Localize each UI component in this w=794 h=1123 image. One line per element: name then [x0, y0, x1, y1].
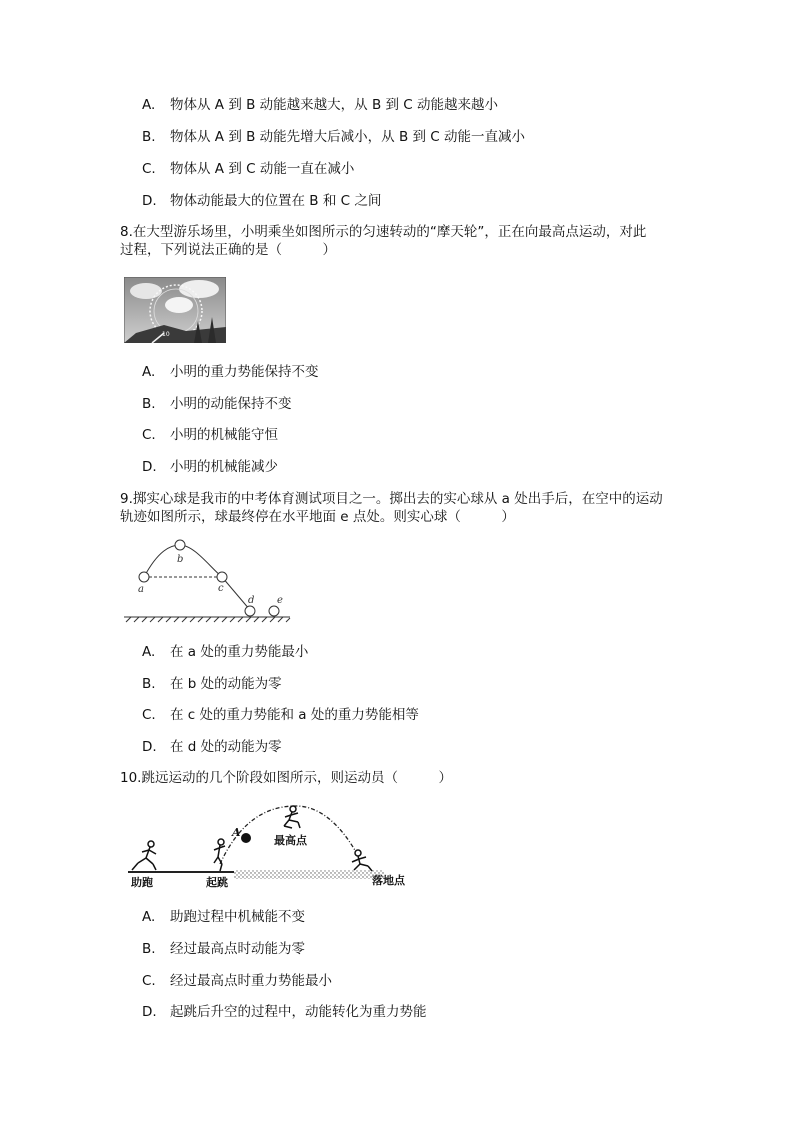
landing-figure: [352, 850, 372, 871]
q9-option-b: [142, 675, 282, 693]
label-land: 落地点: [372, 874, 405, 887]
long-jump-diagram: [126, 800, 416, 892]
q9-stem-line1: 9.掷实心球是我市的中考体育测试项目之一。掷出去的实心球从 a 处出手后，在空中的运动: [120, 491, 663, 507]
option-label: B.: [142, 396, 156, 412]
option-label: C.: [142, 161, 156, 177]
runner-figure: [132, 841, 156, 870]
ball-d: [245, 606, 255, 616]
option-label: D.: [142, 739, 157, 755]
option-text: 经过最高点时重力势能最小: [170, 973, 332, 989]
ball-a: [139, 572, 149, 582]
option-label: C.: [142, 973, 156, 989]
ball-c: [217, 572, 227, 582]
q9-option-a: [142, 643, 308, 661]
q9-stem-line2: 轨迹如图所示，球最终停在水平地面 e 点处。则实心球（ ）: [120, 509, 515, 525]
q9-option-d: [142, 738, 282, 756]
q7-option-a: [142, 96, 498, 114]
q8-option-a: [142, 363, 319, 381]
q10-option-a: [142, 908, 305, 926]
q10-stem: 10.跳远运动的几个阶段如图所示，则运动员（ ）: [120, 770, 452, 786]
label-a: A: [232, 826, 241, 839]
label-jump: 起跳: [206, 876, 228, 889]
label-peak: 最高点: [274, 834, 307, 847]
label-d: d: [248, 595, 255, 606]
option-label: B.: [142, 676, 156, 692]
q8-option-d: [142, 458, 278, 476]
shot-put-trajectory-diagram: [122, 537, 292, 625]
option-text: 小明的动能保持不变: [170, 396, 292, 412]
option-label: A.: [142, 644, 156, 660]
ferris-wheel-number: 10: [162, 331, 170, 338]
q9-option-c: [142, 706, 419, 724]
option-label: D.: [142, 459, 157, 475]
option-text: 物体从 A 到 B 动能先增大后减小，从 B 到 C 动能一直减小: [170, 129, 526, 145]
option-text: 小明的重力势能保持不变: [170, 364, 319, 380]
option-text: 经过最高点时动能为零: [170, 941, 305, 957]
q7-option-b: [142, 128, 525, 146]
option-text: 物体从 A 到 C 动能一直在减小: [170, 161, 355, 177]
option-text: 在 a 处的重力势能最小: [170, 644, 309, 660]
option-text: 小明的机械能守恒: [170, 427, 278, 443]
label-a: a: [138, 584, 144, 595]
option-text: 物体从 A 到 B 动能越来越大，从 B 到 C 动能越来越小: [170, 97, 499, 113]
option-text: 小明的机械能减少: [170, 459, 278, 475]
option-text: 物体动能最大的位置在 B 和 C 之间: [170, 193, 382, 209]
q7-option-c: [142, 160, 354, 178]
label-run: 助跑: [131, 876, 153, 889]
label-c: c: [218, 583, 224, 594]
option-label: A.: [142, 909, 156, 925]
option-label: C.: [142, 707, 156, 723]
option-label: B.: [142, 129, 156, 145]
option-text: 在 c 处的重力势能和 a 处的重力势能相等: [170, 707, 419, 723]
ball-e: [269, 606, 279, 616]
q10-option-b: [142, 940, 305, 958]
q10-option-c: [142, 972, 332, 990]
sand-pit: [234, 870, 384, 879]
option-label: D.: [142, 1004, 157, 1020]
q10-option-d: [142, 1003, 427, 1021]
option-label: B.: [142, 941, 156, 957]
option-text: 助跑过程中机械能不变: [170, 909, 305, 925]
ground-hatching: [126, 617, 290, 622]
ferris-wheel-photo: [124, 277, 226, 343]
option-label: A.: [142, 97, 156, 113]
option-text: 在 b 处的动能为零: [170, 676, 282, 692]
point-a-marker: [241, 833, 251, 843]
option-label: D.: [142, 193, 157, 209]
option-text: 在 d 处的动能为零: [170, 739, 282, 755]
q8-stem-line2: 过程，下列说法正确的是（ ）: [120, 242, 336, 258]
descent-line: [222, 577, 250, 610]
option-label: A.: [142, 364, 156, 380]
q8-stem-line1: 8.在大型游乐场里，小明乘坐如图所示的匀速转动的“摩天轮”，正在向最高点运动，对此: [120, 224, 647, 240]
takeoff-figure: [214, 839, 225, 871]
label-e: e: [277, 595, 283, 606]
ball-b: [175, 540, 185, 550]
q8-option-b: [142, 395, 292, 413]
option-text: 起跳后升空的过程中，动能转化为重力势能: [170, 1004, 427, 1020]
q7-option-d: [142, 192, 381, 210]
option-label: C.: [142, 427, 156, 443]
peak-figure: [284, 806, 300, 828]
q8-option-c: [142, 426, 278, 444]
label-b: b: [177, 554, 184, 565]
